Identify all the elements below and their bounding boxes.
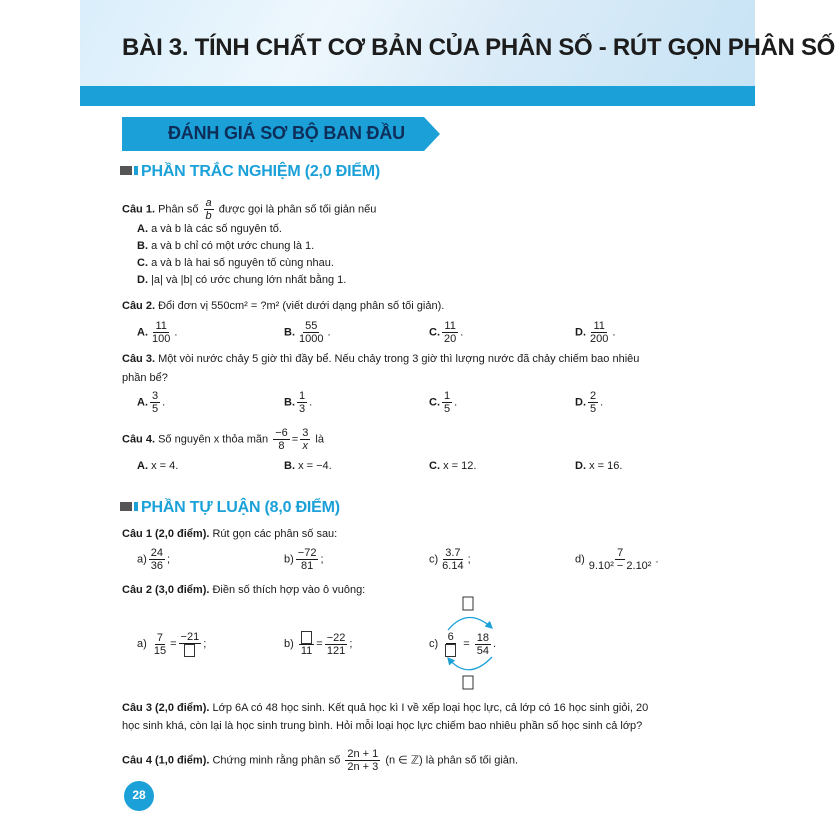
answer-box[interactable] [301, 631, 312, 644]
option-b: B. $\frac{55}{1000}$ . [284, 320, 331, 345]
question-3: Câu 3. Một vòi nước chảy 5 giờ thì đầy bể. Nếu chảy trong 3 giờ thì lượng nước đã chảy chiếm bao nhiêu [122, 353, 640, 365]
page-number: 28 [132, 788, 146, 802]
essay-2: Câu 2 (3,0 điểm). Điền số thích hợp vào ô vuông: [122, 584, 366, 596]
question-text: Phân số [158, 203, 199, 216]
option-c: C. x = 12. [429, 460, 477, 472]
essay-4: Câu 4 (1,0 điểm). Chứng minh rằng phân số $\frac{2n + 1}{2n + 3}$ (n ∈ ℤ) là phân số tối giản. [122, 748, 519, 773]
bullet-accent-icon [134, 166, 138, 175]
essay-2-b: b) 11 = $\frac{-22}{121}$ ; [284, 631, 353, 657]
answer-box-bottom [463, 676, 473, 689]
arrow-bottom [448, 657, 492, 670]
essay-3-cont: học sinh khá, còn lại là học sinh trung bình. Hỏi mỗi loại học lực chiếm bao nhiêu phần số học sinh cả lớp? [122, 720, 643, 732]
bullet-accent-icon [134, 502, 138, 511]
question-text: được gọi là phân số tối giản nếu [218, 203, 377, 216]
bullet-icon [120, 166, 132, 175]
option-c: C. a và b là hai số nguyên tố cùng nhau. [137, 257, 334, 269]
answer-box-top [463, 597, 473, 610]
option-d: D. x = 16. [575, 460, 623, 472]
fraction: $\frac{a}{b}$ [205, 197, 212, 222]
essay-1-b: b) $\frac{-72}{81}$ ; [284, 547, 324, 572]
option-b: B. $\frac{1}{3}$ . [284, 390, 313, 415]
essay-2-c: c) 6 = $\frac{18}{54}$ . [429, 631, 497, 657]
option-a: A. $\frac{3}{5}$ . [137, 390, 166, 415]
option-c: C. $\frac{11}{20}$ . [429, 320, 464, 345]
option-a: A. $\frac{11}{100}$ . [137, 320, 178, 345]
option-d: D. $\frac{2}{5}$ . [575, 390, 604, 415]
option-a: A. x = 4. [137, 460, 179, 472]
question-4: Câu 4. Số nguyên x thỏa mãn $\frac{-6}{8}$ = $\frac{3}{x}$ là [122, 427, 324, 452]
section-title: PHẦN TỰ LUẬN (8,0 ĐIỂM) [141, 499, 340, 516]
question-1 [122, 197, 376, 222]
option-d: D. |a| và |b| có ước chung lớn nhất bằng 1. [137, 274, 347, 286]
answer-box[interactable] [445, 644, 456, 657]
essay-3: Câu 3 (2,0 điểm). Lớp 6A có 48 học sinh. Kết quả học kì I về xếp loại học lực, cả lớp có 16 học sinh giỏi, 20 [122, 702, 649, 714]
bullet-icon [120, 502, 132, 511]
banner-title: ĐÁNH GIÁ SƠ BỘ BAN ĐẦU [168, 123, 405, 143]
section-heading-essay [120, 499, 340, 517]
header-band [80, 86, 755, 106]
arrow-top [448, 617, 492, 630]
essay-1: Câu 1 (2,0 điểm). Rút gọn các phân số sau: [122, 528, 338, 540]
section-title: PHẦN TRẮC NGHIỆM (2,0 ĐIỂM) [141, 163, 381, 180]
essay-1-d: d) $\frac{7}{\text{9.10² − 2.10²}}$ . [575, 547, 659, 572]
question-2: Câu 2. Đổi đơn vị 550cm² = ?m² (viết dưới dạng phân số tối giản). [122, 300, 445, 312]
essay-2-a: a) $\frac{7}{15}$ = −21 ; [137, 631, 207, 657]
option-c: C. $\frac{1}{5}$ . [429, 390, 458, 415]
option-b: B. x = −4. [284, 460, 332, 472]
option-b: B. a và b chỉ có một ước chung là 1. [137, 240, 315, 252]
question-3-cont: phần bể? [122, 372, 168, 384]
option-a: A. a và b là các số nguyên tố. [137, 223, 282, 235]
essay-1-a: a) $\frac{24}{36}$ ; [137, 547, 171, 572]
answer-box[interactable] [184, 644, 195, 657]
page-title: BÀI 3. TÍNH CHẤT CƠ BẢN CỦA PHÂN SỐ - RÚT GỌN PHÂN SỐ [122, 34, 835, 61]
section-heading-multiple-choice [120, 163, 380, 181]
question-label: Câu 1. [122, 203, 156, 216]
option-d: D. $\frac{11}{200}$ . [575, 320, 616, 345]
essay-1-c: c) $\frac{3.7}{6.14}$ ; [429, 547, 471, 572]
